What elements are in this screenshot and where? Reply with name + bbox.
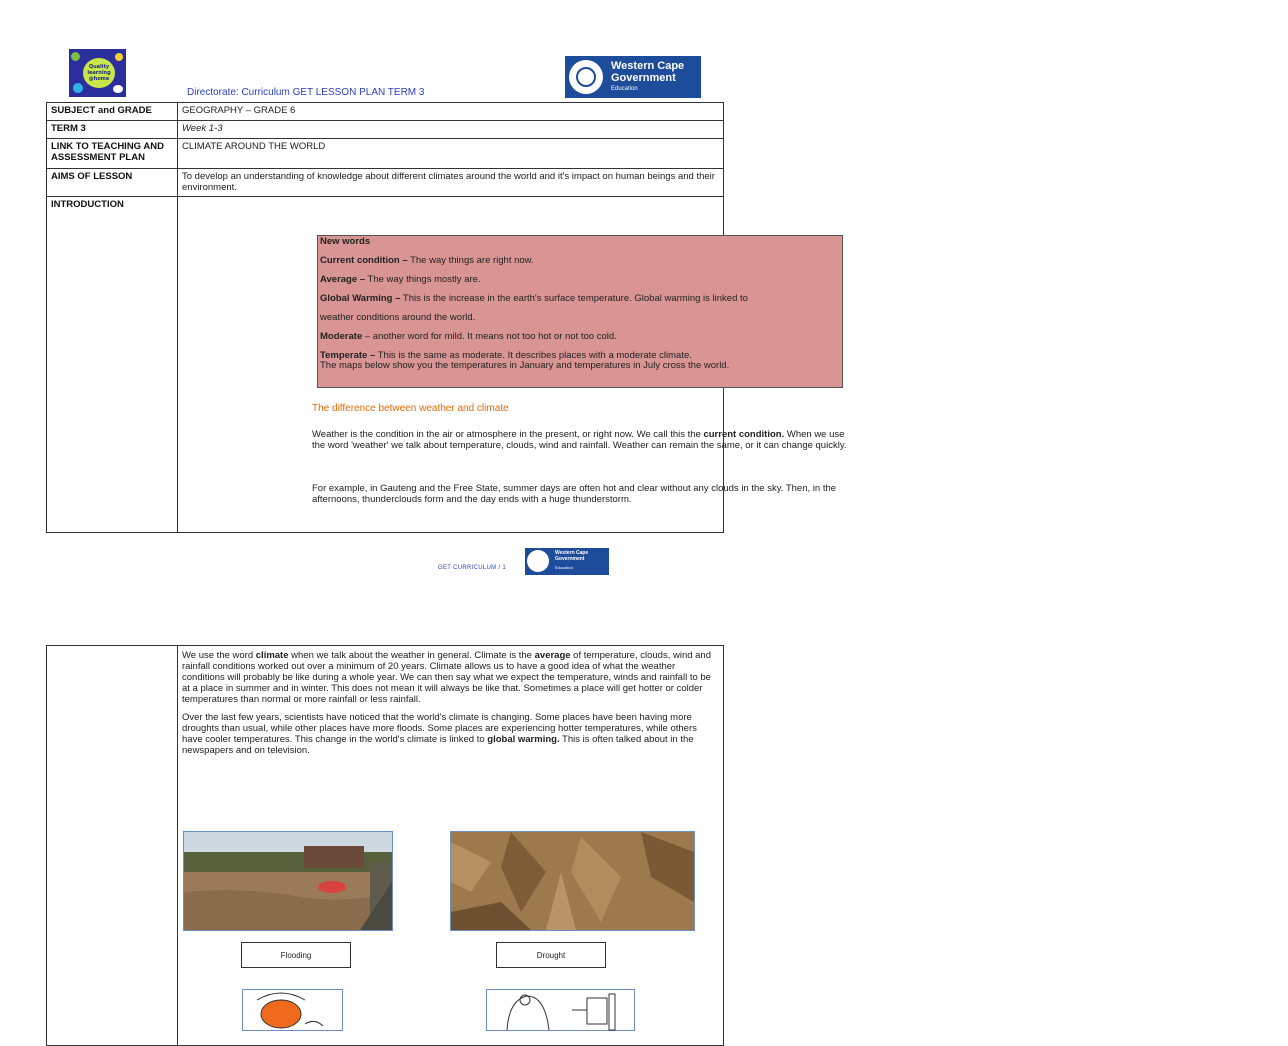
new-word-item: Moderate – another word for mild. It means not too hot or not too cold. bbox=[320, 331, 617, 342]
example-paragraph: For example, in Gauteng and the Free State, summer days are often hot and clear without any clouds in the sky. Then, in the afternoons, thunderclouds form and the day ends with a huge thunderstorm. bbox=[312, 483, 837, 505]
climate-change-paragraph: Over the last few years, scientists have noticed that the world's climate is changing. Some places have been having more droughts than usual, while other places have more floods. Some places are experiencing hotter temperatures, while others have cooler temperatures. This change in the world's climate is linked to global warming. This is often talked about in the newspapers and on television. bbox=[182, 712, 697, 756]
drought-photo bbox=[450, 831, 695, 931]
row-label: TERM 3 bbox=[47, 121, 178, 139]
drought-caption: Drought bbox=[496, 942, 606, 968]
row-value: CLIMATE AROUND THE WORLD bbox=[178, 139, 724, 169]
row-label: INTRODUCTION bbox=[47, 197, 178, 533]
quality-learning-logo bbox=[69, 49, 126, 97]
empty-label-cell bbox=[47, 646, 178, 1046]
directorate-title: Directorate: Curriculum GET LESSON PLAN TERM 3 bbox=[187, 87, 425, 98]
new-words-heading: New words bbox=[320, 236, 371, 247]
introduction-cell bbox=[178, 197, 847, 533]
footer-curriculum: GET CURRICULUM / 1 bbox=[438, 565, 506, 571]
logo-subtitle: Education bbox=[611, 86, 638, 92]
row-value: To develop an understanding of knowledge about different climates around the world and it's impact on human beings and their environment. bbox=[178, 169, 724, 197]
row-label: LINK TO TEACHING AND ASSESSMENT PLAN bbox=[47, 139, 178, 169]
weather-paragraph: Weather is the condition in the air or atmosphere in the present, or right now. We call this the current condition. When we use the word 'weather' we talk about temperature, clouds, wind and rainfall. Weather can remain the same, or it can change quickly. bbox=[312, 429, 847, 451]
logo-line: learning bbox=[87, 70, 111, 76]
footer-logo-title: Western Cape Government bbox=[555, 550, 589, 562]
new-word-item: Temperate – This is the same as moderate. It describes places with a moderate climate. bbox=[320, 350, 692, 361]
crest-icon bbox=[527, 550, 549, 572]
page2-content bbox=[178, 646, 724, 1046]
logo-title: Western Cape Government bbox=[611, 60, 685, 84]
lesson-plan-table bbox=[46, 102, 847, 533]
new-word-item: Global Warming – This is the increase in the earth's surface temperature. Global warming is linked to bbox=[320, 293, 748, 304]
drought-illustration bbox=[486, 989, 635, 1031]
page2-table bbox=[46, 645, 724, 1046]
new-word-item: Average – The way things mostly are. bbox=[320, 274, 481, 285]
crest-icon bbox=[569, 60, 603, 94]
flooding-photo bbox=[183, 831, 393, 931]
flooding-caption: Flooding bbox=[241, 942, 351, 968]
row-label: SUBJECT and GRADE bbox=[47, 103, 178, 121]
row-value: GEOGRAPHY – GRADE 6 bbox=[178, 103, 724, 121]
climate-paragraph: We use the word climate when we talk about the weather in general. Climate is the average of temperature, clouds, wind and rainfall conditions worked out over a minimum of 20 years. Climate allows us to have a good idea of what the weather conditions will probably be like during a whole year. We can then say what we expect the temperature, winds and rainfall to be at a place in summer and in winter. This does not mean it will always be like that. Sometimes a place will get hotter or colder temperatures than normal or more rainfall or less rainfall. bbox=[182, 650, 711, 705]
section-heading: The difference between weather and climate bbox=[312, 403, 509, 414]
western-cape-logo bbox=[565, 56, 701, 98]
footer-logo bbox=[525, 548, 609, 575]
logo-line: @home bbox=[88, 76, 110, 82]
footer-logo-subtitle: Education bbox=[555, 565, 573, 570]
new-word-item: Current condition – The way things are right now. bbox=[320, 255, 534, 266]
new-words-box bbox=[317, 235, 843, 388]
new-word-item: weather conditions around the world. bbox=[320, 312, 476, 323]
maps-line: The maps below show you the temperatures in January and temperatures in July cross the world. bbox=[320, 360, 730, 371]
logo-line: Quality bbox=[88, 64, 110, 70]
sun-illustration bbox=[242, 989, 343, 1031]
row-label: AIMS OF LESSON bbox=[47, 169, 178, 197]
row-value: Week 1-3 bbox=[178, 121, 724, 139]
